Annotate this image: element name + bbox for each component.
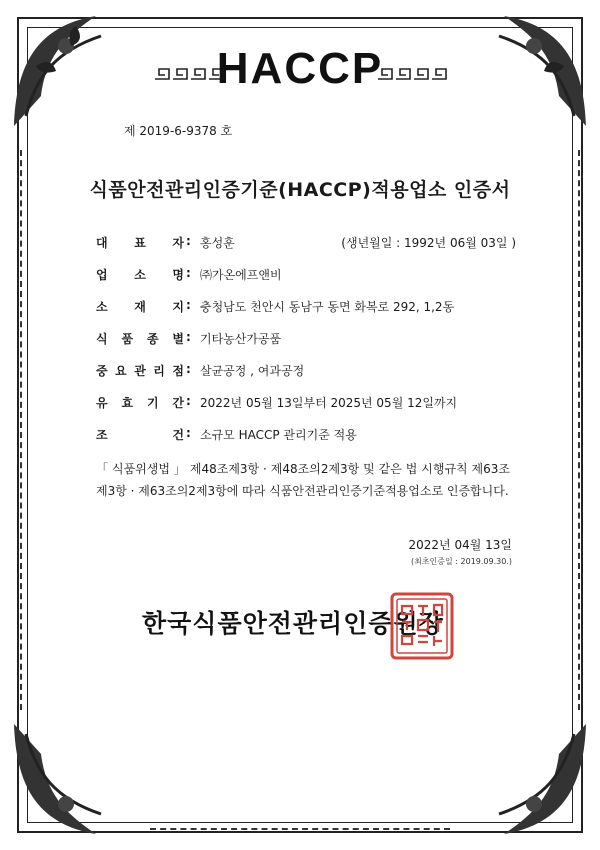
first-certified-date: (최초인증일 : 2019.09.30.) bbox=[410, 557, 512, 566]
field-label: 식 품 종 별 bbox=[96, 332, 184, 346]
field-representative: 대 표 자 : 홍성훈 (생년월일 : 1992년 06월 03일 ) bbox=[96, 234, 516, 250]
field-validity-period: 유 효 기 간 : 2022년 05월 13일부터 2025년 05월 12일까지 bbox=[96, 394, 458, 410]
certificate-title: 식품안전관리인증기준(HACCP)적용업소 인증서 bbox=[89, 179, 511, 201]
certificate-fields bbox=[96, 234, 516, 458]
haccp-title: HACCP bbox=[216, 44, 384, 93]
field-label: 대 표 자 bbox=[96, 236, 184, 250]
field-conditions: 조 건 : 소규모 HACCP 관리기준 적용 bbox=[96, 426, 357, 442]
field-label: 중 요 관 리 점 bbox=[96, 364, 184, 378]
left-meander-border bbox=[20, 150, 30, 710]
field-value: 2022년 05월 13일부터 2025년 05월 12일까지 bbox=[200, 396, 458, 410]
issue-date: 2022년 04월 13일 bbox=[408, 538, 512, 552]
field-critical-control-point: 중 요 관 리 점 : 살균공정 , 여과공정 bbox=[96, 362, 305, 378]
official-seal-stamp bbox=[390, 592, 454, 660]
field-value: 충청남도 천안시 동남구 동면 화복로 292, 1,2동 bbox=[200, 300, 455, 314]
field-value: 홍성훈 bbox=[200, 236, 235, 250]
field-label: 유 효 기 간 bbox=[96, 396, 184, 410]
field-value: ㈜가온에프앤비 bbox=[200, 268, 282, 282]
field-label: 소 재 지 bbox=[96, 300, 184, 314]
birth-date: (생년월일 : 1992년 06월 03일 ) bbox=[341, 236, 516, 250]
bottom-meander-border bbox=[150, 820, 450, 830]
certification-statement: 「 식품위생법 」 제48조제3항 · 제48조의2제3항 및 같은 법 시행규칙 제63조제3항 · 제63조의2제3항에 따라 식품안전관리인증기준적용업소로 인증합니다. bbox=[96, 462, 510, 498]
corner-ornament-bottom-right bbox=[464, 714, 594, 844]
field-business-name: 업 소 명 : ㈜가온에프앤비 bbox=[96, 266, 282, 282]
field-label: 업 소 명 bbox=[96, 268, 184, 282]
field-food-type: 식 품 종 별 : 기타농산가공품 bbox=[96, 330, 282, 346]
certificate-number: 제 2019-6-9378 호 bbox=[124, 124, 233, 138]
field-value: 소규모 HACCP 관리기준 적용 bbox=[200, 428, 357, 442]
right-meander-border bbox=[570, 150, 580, 710]
corner-ornament-bottom-left bbox=[6, 714, 136, 844]
issuer-name: 한국식품안전관리인증원장 bbox=[142, 609, 444, 638]
field-address: 소 재 지 : 충청남도 천안시 동남구 동면 화복로 292, 1,2동 bbox=[96, 298, 455, 314]
field-value: 살균공정 , 여과공정 bbox=[200, 364, 305, 378]
field-label: 조 건 bbox=[96, 428, 184, 442]
header bbox=[0, 44, 600, 104]
meander-ornament-right bbox=[378, 68, 450, 80]
field-value: 기타농산가공품 bbox=[200, 332, 282, 346]
